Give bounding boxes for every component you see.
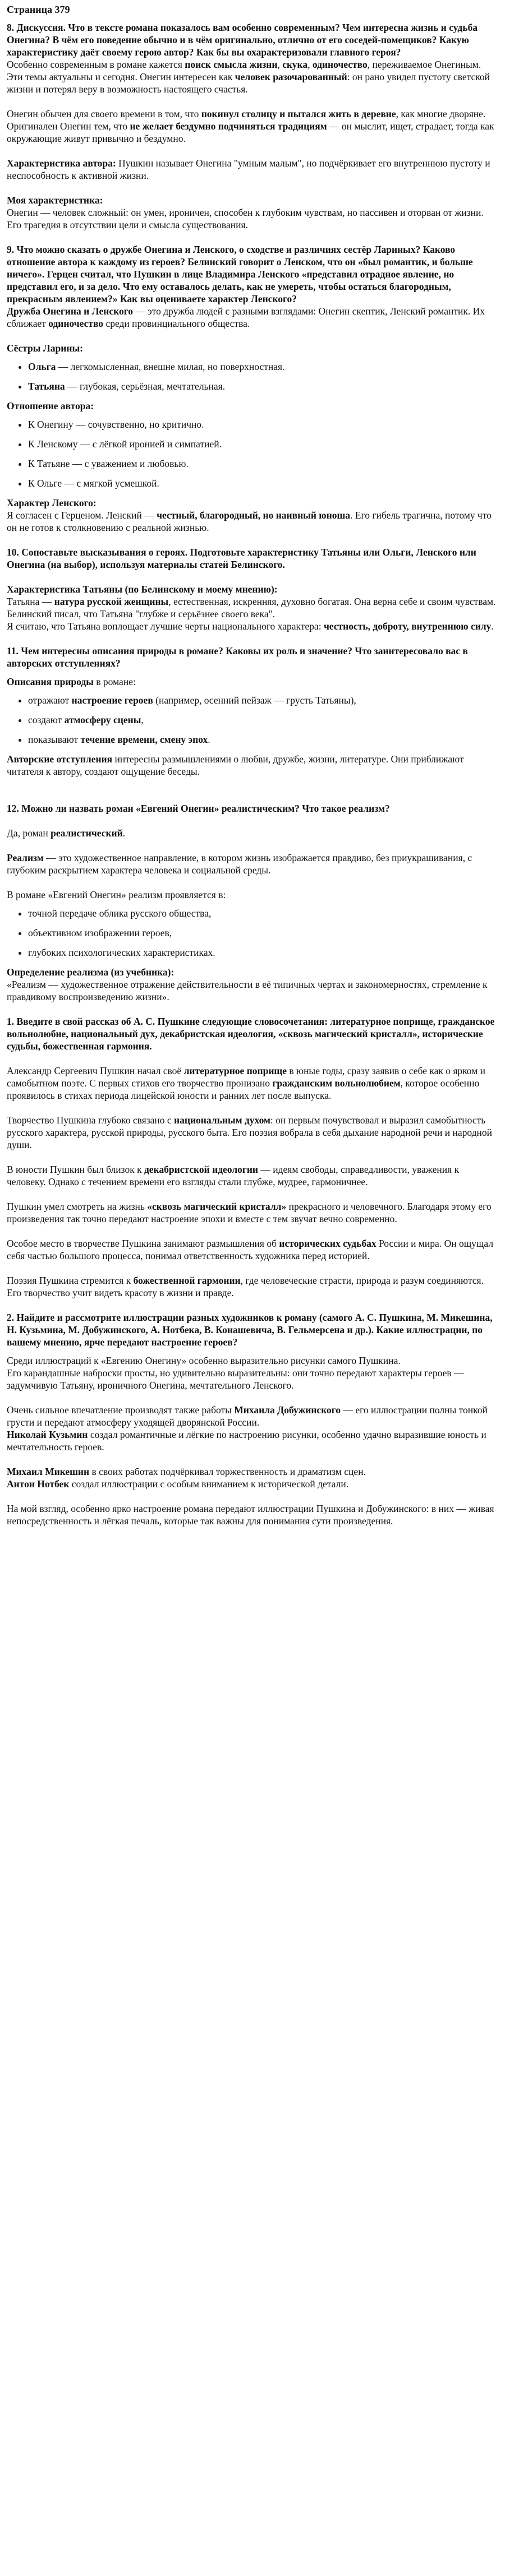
part2-paragraph-7: На мой взгляд, особенно ярко настроение романа передают иллюстрации Пушкина и Добужинского: в них — живая непосредственность и лёгкая печаль, которые так важны для понимания сути произведения. [7, 1503, 494, 1527]
part2-question: 2. Найдите и рассмотрите иллюстрации разных художников к роману (самого А. С. Пушкина, М. Микешина, Н. Кузьмина, М. Добужинского, А. Нотбека, В. Конашевича, В. Гельмерсена и др.). Какие иллюстрации, по вашему мнению, ярче передают настроение героев? [7, 1312, 493, 1348]
q10-paragraph-1: Татьяна — натура русской женщины, естественная, искренняя, духовно богатая. Она верна себе и своим чувствам. Белинский писал, что Татьяна "глубже и серьёзнее своего века". [7, 596, 496, 619]
q8-question: 8. Дискуссия. Что в тексте романа показалось вам особенно современным? Чем интересна жизнь и судьба Онегина? В чём его поведение обычно и в чём оригинально, отлично от его соседей-помещиков? Какую характеристику даёт своему герою автор? Как бы вы охарактеризовали главного героя? [7, 22, 478, 58]
part1-paragraph-4: Пушкин умел смотреть на жизнь «сквозь магический кристалл» прекрасного и человечного. Благодаря этому его произведения так точно передают настроение эпохи и вместе с тем звучат вечно современно. [7, 1201, 492, 1224]
q8-paragraph-2: Онегин обычен для своего времени в том, что покинул столицу и пытался жить в деревне, как многие дворяне. Оригинален Онегин тем, что не желает бездумно подчиняться традициям — он мыслит, ищет, страдает, тогда как окружающие живут привычно и бездумно. [7, 108, 494, 144]
q11-nature-list [7, 694, 498, 746]
q8-my-characterization-title: Моя характеристика: [7, 195, 103, 206]
q11-title: Описания природы в романе: [7, 676, 136, 687]
list-item: • К Ленскому — с лёгкой иронией и симпатией. [28, 438, 498, 450]
page-number: Страница 379 [7, 4, 70, 15]
list-item: • объективном изображении героев, [28, 927, 498, 939]
part2-paragraph-6: Антон Нотбек создал иллюстрации с особым вниманием к исторической детали. [7, 1478, 349, 1490]
q10-title: Характеристика Татьяны (по Белинскому и моему мнению): [7, 584, 278, 595]
q12-textbook-title: Определение реализма (из учебника): [7, 966, 175, 978]
list-item: • К Татьяне — с уважением и любовью. [28, 457, 498, 470]
q9-question: 9. Что можно сказать о дружбе Онегина и Ленского, о сходстве и различиях сестёр Лариных? Каково отношение автора к каждому из героев? Белинский говорит о Ленском, что он «был романтик, и больше ничего». Герцен считал, что Пушкин в лице Владимира Ленского «представил отрадное явление, но представил его, и за дело. Что ему оставалось делать, как не умереть, чтобы остаться благородным, прекрасным явлением?» Как вы оцениваете характер Ленского? [7, 244, 473, 304]
q10-question: 10. Сопоставьте высказывания о героях. Подготовьте характеристику Татьяны или Ольги, Ленского или Онегина (на выбор), используя материалы статей Белинского. [7, 547, 476, 570]
list-item: • К Ольге — с мягкой усмешкой. [28, 477, 498, 489]
part1-paragraph-5: Особое место в творчестве Пушкина занимают размышления об исторических судьбах России и мира. Он ощущал себя частью большого процесса, понимал ответственность художника перед историей. [7, 1238, 494, 1261]
part2-paragraph-3: Очень сильное впечатление производят также работы Михаила Добужинского — его иллюстрации полны тонкой грусти и передают атмосферу уходящей дворянской России. [7, 1404, 488, 1428]
part1-paragraph-3: В юности Пушкин был близок к декабристской идеологии — идеям свободы, справедливости, уважения к человеку. Однако с течением времени его взгляды стали глубже, мудрее, гармоничнее. [7, 1164, 460, 1187]
list-item: • точной передаче облика русского общества, [28, 907, 498, 919]
list-item: • отражают настроение героев (например, осенний пейзаж — грусть Татьяны), [28, 694, 498, 706]
q12-textbook-definition: «Реализм — художественное отражение действительности в её типичных чертах и закономерностях, стремление к правдивому воспроизведению жизни». [7, 979, 488, 1002]
q12-realism-definition: Реализм — это художественное направление, в котором жизнь изображается правдиво, без приукрашивания, с глубоким раскрытием характера человека и социальной среды. [7, 852, 472, 876]
q9-attitude-title: Отношение автора: [7, 400, 94, 411]
list-item: • показывают течение времени, смену эпох. [28, 733, 498, 746]
part2-paragraph-4: Николай Кузьмин создал романтичные и лёгкие по настроению рисунки, особенно удачно выразившие юность и мечтательность героев. [7, 1429, 486, 1453]
part2-paragraph-5: Михаил Микешин в своих работах подчёркивал торжественность и драматизм сцен. [7, 1466, 366, 1477]
q8-paragraph-1: Особенно современным в романе кажется поиск смысла жизни, скука, одиночество, переживаемое Онегиным. Эти темы актуальны и сегодня. Онегин интересен как человек разочарованный: он рано увидел пустоту светской жизни и потерял веру в возможность настоящего счастья. [7, 59, 490, 95]
list-item: • создают атмосферу сцены, [28, 714, 498, 726]
q12-realism-list [7, 907, 498, 959]
list-item: • глубоких психологических характеристиках. [28, 946, 498, 959]
list-item: • Ольга — легкомысленная, внешне милая, но поверхностная. [28, 360, 498, 373]
q9-sisters-title: Сёстры Ларины: [7, 343, 83, 354]
q11-digressions-paragraph: Авторские отступления интересны размышлениями о любви, дружбе, жизни, литературе. Они приближают читателя к автору, создают ощущение беседы. [7, 753, 464, 777]
q12-answer: Да, роман реалистический. [7, 827, 126, 839]
q8-author-characterization: Характеристика автора: Пушкин называет Онегина "умным малым", но подчёркивает его внутреннюю пустоту и неспособность к активной жизни. [7, 158, 490, 181]
q9-lensky-title: Характер Ленского: [7, 497, 97, 508]
part2-paragraph-2: Его карандашные наброски просты, но удивительно выразительны: они точно передают характеры героев — задумчивую Татьяну, ироничного Онегина, мечтательного Ленского. [7, 1367, 464, 1391]
part1-paragraph-6: Поэзия Пушкина стремится к божественной гармонии, где человеческие страсти, природа и разум соединяются. Его творчество учит видеть красоту в жизни и правде. [7, 1275, 484, 1298]
part1-question: 1. Введите в свой рассказ об А. С. Пушкине следующие словосочетания: литературное поприще, гражданское вольнолюбие, национальный дух, декабристская идеология, «сквозь магический кристалл», исторические судьбы, божественная гармония. [7, 1016, 495, 1052]
list-item: • К Онегину — сочувственно, но критично. [28, 418, 498, 431]
q8-my-characterization: Онегин — человек сложный: он умен, ироничен, способен к глубоким чувствам, но пассивен и оторван от жизни. Его трагедия в отсутствии цели и смысла существования. [7, 207, 484, 230]
part1-paragraph-2: Творчество Пушкина глубоко связано с национальным духом: он первым почувствовал и выразил самобытность русского характера, русской природы, русского быта. Его поэзия вобрала в себя дыхание народной речи и народной души. [7, 1114, 492, 1150]
q9-attitude-list [7, 418, 498, 489]
q9-paragraph-1: Дружба Онегина и Ленского — это дружба людей с разными взглядами: Онегин скептик, Ленский романтик. Их сближает одиночество среди провинциального общества. [7, 306, 485, 329]
q10-paragraph-2: Я считаю, что Татьяна воплощает лучшие черты национального характера: честность, доброту, внутреннюю силу. [7, 621, 494, 632]
q9-lensky-paragraph: Я согласен с Герценом. Ленский — честный, благородный, но наивный юноша. Его гибель трагична, потому что он не готов к столкновению с реальной жизнью. [7, 510, 492, 533]
q9-sisters-list [7, 360, 498, 392]
q11-question: 11. Чем интересны описания природы в романе? Каковы их роль и значение? Что заинтересовало вас в авторских отступлениях? [7, 645, 468, 669]
q12-intro: В романе «Евгений Онегин» реализм проявляется в: [7, 889, 226, 900]
q12-question: 12. Можно ли назвать роман «Евгений Онегин» реалистическим? Что такое реализм? [7, 803, 390, 814]
part1-paragraph-1: Александр Сергеевич Пушкин начал своё литературное поприще в юные годы, сразу заявив о себе как о ярком и самобытном поэте. С первых стихов его творчество пронизано гражданским вольнолюбием, которое особенно проявилось в стихах периода лицейской юности и ранних лет после выпуска. [7, 1065, 486, 1101]
part2-paragraph-1: Среди иллюстраций к «Евгению Онегину» особенно выразительно рисунки самого Пушкина. [7, 1355, 401, 1366]
list-item: • Татьяна — глубокая, серьёзная, мечтательная. [28, 380, 498, 392]
